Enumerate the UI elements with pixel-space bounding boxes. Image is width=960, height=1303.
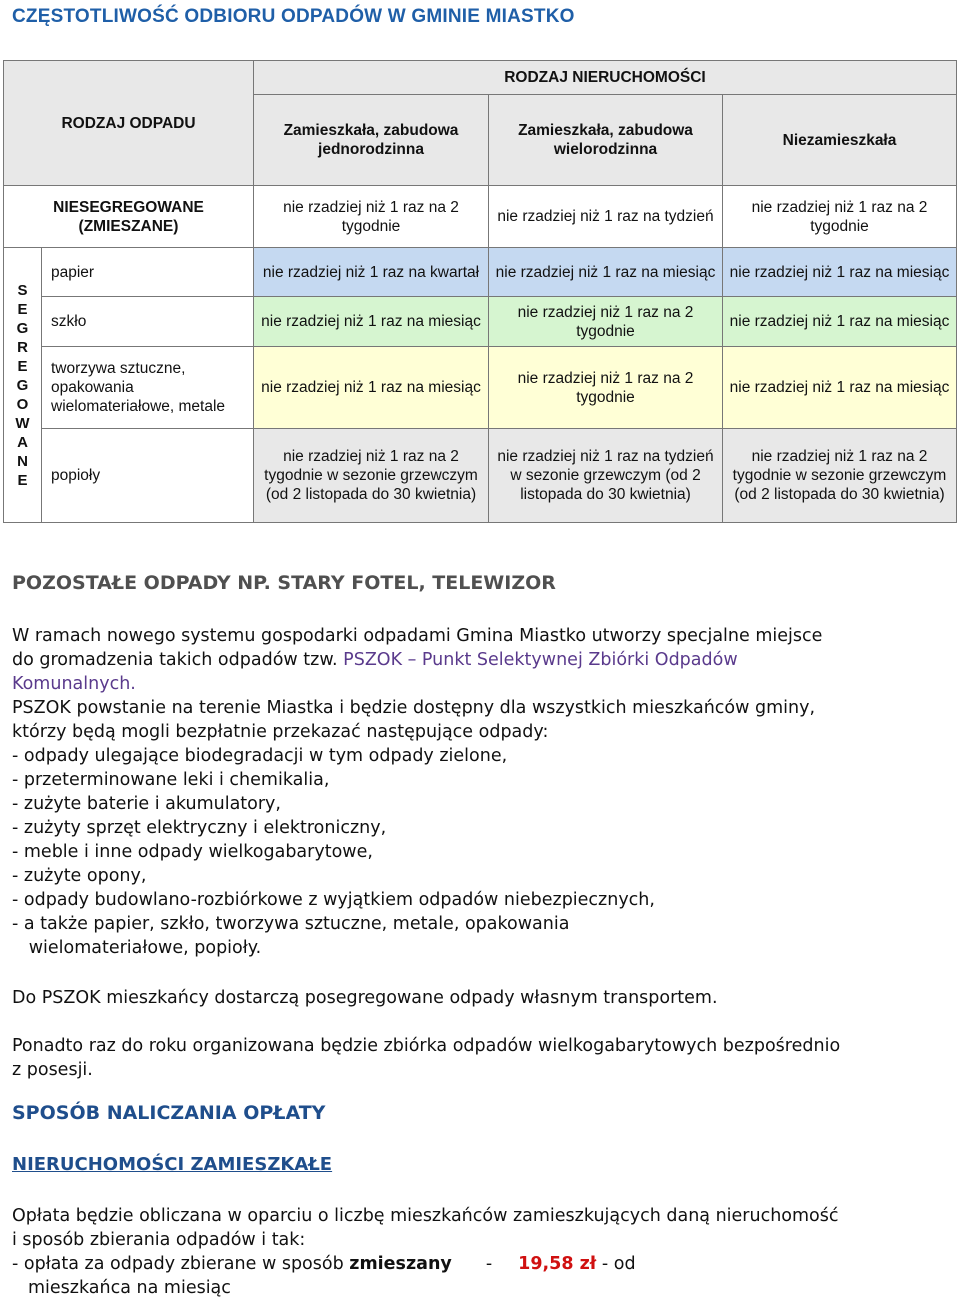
segregated-letter: E [17, 471, 28, 489]
ash-single-freq: nie rzadziej niż 1 raz na 2 tygodnie w sezonie grzewczym (od 2 listopada do 30 kwietnia) [254, 429, 489, 523]
plastics-multi-freq: nie rzadziej niż 1 raz na 2 tygodnie [489, 347, 723, 429]
waste-name-paper: papier [42, 248, 254, 297]
collection-schedule-table [3, 60, 957, 523]
segregated-letter: S [17, 281, 28, 299]
paper-uninhabited-freq: nie rzadziej niż 1 raz na miesiąc [723, 248, 957, 297]
intro-line-2 [12, 648, 738, 672]
pszok-name-b: Komunalnych. [12, 674, 136, 694]
pszok-list-item: - odpady budowlano-rozbiórkowe z wyjątkiem odpadów niebezpiecznych, [12, 890, 655, 910]
header-uninhabited: Niezamieszkała [723, 95, 957, 186]
fee-item-dash: - [485, 1254, 493, 1274]
glass-single-freq: nie rzadziej niż 1 raz na miesiąc [254, 297, 489, 347]
fee-item-suffix: - od [596, 1254, 636, 1274]
glass-uninhabited-freq: nie rzadziej niż 1 raz na miesiąc [723, 297, 957, 347]
segregated-letter: R [17, 338, 28, 356]
bulky-line-2: z posesji. [12, 1060, 93, 1080]
fee-item-prefix: - opłata za odpady zbierane w sposób [12, 1254, 350, 1274]
fee-item-line-2: mieszkańca na miesiąc [28, 1278, 231, 1298]
mixed-multi-freq: nie rzadziej niż 1 raz na tydzień [489, 186, 723, 248]
pszok-name-a: PSZOK – Punkt Selektywnej Zbiórki Odpadów [343, 650, 738, 670]
pszok-list-item: wielomateriałowe, popioły. [12, 938, 262, 958]
fees-subheading: NIERUCHOMOŚCI ZAMIESZKAŁE [12, 1154, 333, 1175]
segregated-letter: E [17, 300, 28, 318]
segregated-letter: E [17, 357, 28, 375]
mixed-uninhabited-freq: nie rzadziej niż 1 raz na 2 tygodnie [723, 186, 957, 248]
segregated-letters [4, 281, 41, 490]
other-waste-heading [12, 572, 556, 594]
mixed-waste-label: NIESEGREGOWANE (ZMIESZANE) [4, 186, 254, 248]
ash-multi-freq: nie rzadziej niż 1 raz na tydzień w sezonie grzewczym (od 2 listopada do 30 kwietnia) [489, 429, 723, 523]
pszok-list-item: - a także papier, szkło, tworzywa sztuczne, metale, opakowania [12, 914, 570, 934]
header-waste-type: RODZAJ ODPADU [4, 61, 254, 186]
mixed-single-freq: nie rzadziej niż 1 raz na 2 tygodnie [254, 186, 489, 248]
intro-line-2-start: do gromadzenia takich odpadów tzw. [12, 650, 344, 670]
fee-item-bold: zmieszany [349, 1254, 452, 1274]
fees-line-1: Opłata będzie obliczana w oparciu o liczbę mieszkańców zamieszkujących daną nieruchomość [12, 1206, 839, 1226]
pszok-list-item: - odpady ulegające biodegradacji w tym odpady zielone, [12, 746, 508, 766]
waste-name-ash: popioły [42, 429, 254, 523]
segregated-letter: N [17, 452, 28, 470]
segregated-letter: W [15, 414, 30, 432]
header-single-family: Zamieszkała, zabudowa jednorodzinna [254, 95, 489, 186]
header-multi-family: Zamieszkała, zabudowa wielorodzinna [489, 95, 723, 186]
paper-single-freq: nie rzadziej niż 1 raz na kwartał [254, 248, 489, 297]
fees-heading: SPOSÓB NALICZANIA OPŁATY [12, 1102, 326, 1124]
segregated-letter: A [17, 433, 28, 451]
segregated-letter: G [16, 376, 29, 394]
pszok-list-item: - meble i inne odpady wielkogabarytowe, [12, 842, 373, 862]
fee-item-price: 19,58 zł [518, 1254, 597, 1274]
fee-item-mixed [12, 1252, 636, 1276]
pszok-line-2: którzy będą mogli bezpłatnie przekazać następujące odpady: [12, 722, 549, 742]
other-waste-heading-rest: STARY FOTEL, TELEWIZOR [270, 572, 556, 594]
pszok-list-item: - zużyte baterie i akumulatory, [12, 794, 281, 814]
paper-multi-freq: nie rzadziej niż 1 raz na miesiąc [489, 248, 723, 297]
bulky-line-1: Ponadto raz do roku organizowana będzie zbiórka odpadów wielkogabarytowych bezpośrednio [12, 1036, 841, 1056]
plastics-single-freq: nie rzadziej niż 1 raz na miesiąc [254, 347, 489, 429]
plastics-uninhabited-freq: nie rzadziej niż 1 raz na miesiąc [723, 347, 957, 429]
transport-sentence: Do PSZOK mieszkańcy dostarczą posegregowane odpady własnym transportem. [12, 988, 718, 1008]
header-property-type: RODZAJ NIERUCHOMOŚCI [254, 61, 957, 95]
waste-name-plastics: tworzywa sztuczne, opakowania wielomateriałowe, metale [42, 347, 254, 429]
fees-line-2: i sposób zbierania odpadów i tak: [12, 1230, 306, 1250]
pszok-list-item: - zużyty sprzęt elektryczny i elektroniczny, [12, 818, 387, 838]
intro-line-1: W ramach nowego systemu gospodarki odpadami Gmina Miastko utworzy specjalne miejsce [12, 626, 823, 646]
pszok-line-1: PSZOK powstanie na terenie Miastka i będzie dostępny dla wszystkich mieszkańców gminy, [12, 698, 816, 718]
ash-uninhabited-freq: nie rzadziej niż 1 raz na 2 tygodnie w sezonie grzewczym (od 2 listopada do 30 kwietnia) [723, 429, 957, 523]
segregated-vertical-label [4, 248, 42, 523]
segregated-letter: G [16, 319, 29, 337]
other-waste-heading-bold: POZOSTAŁE ODPADY NP. [12, 572, 271, 594]
pszok-list-item: - przeterminowane leki i chemikalia, [12, 770, 330, 790]
waste-name-glass: szkło [42, 297, 254, 347]
segregated-letter: O [16, 395, 29, 413]
document-title: CZĘSTOTLIWOŚĆ ODBIORU ODPADÓW W GMINIE MIASTKO [12, 6, 575, 27]
pszok-list-item: - zużyte opony, [12, 866, 147, 886]
glass-multi-freq: nie rzadziej niż 1 raz na 2 tygodnie [489, 297, 723, 347]
